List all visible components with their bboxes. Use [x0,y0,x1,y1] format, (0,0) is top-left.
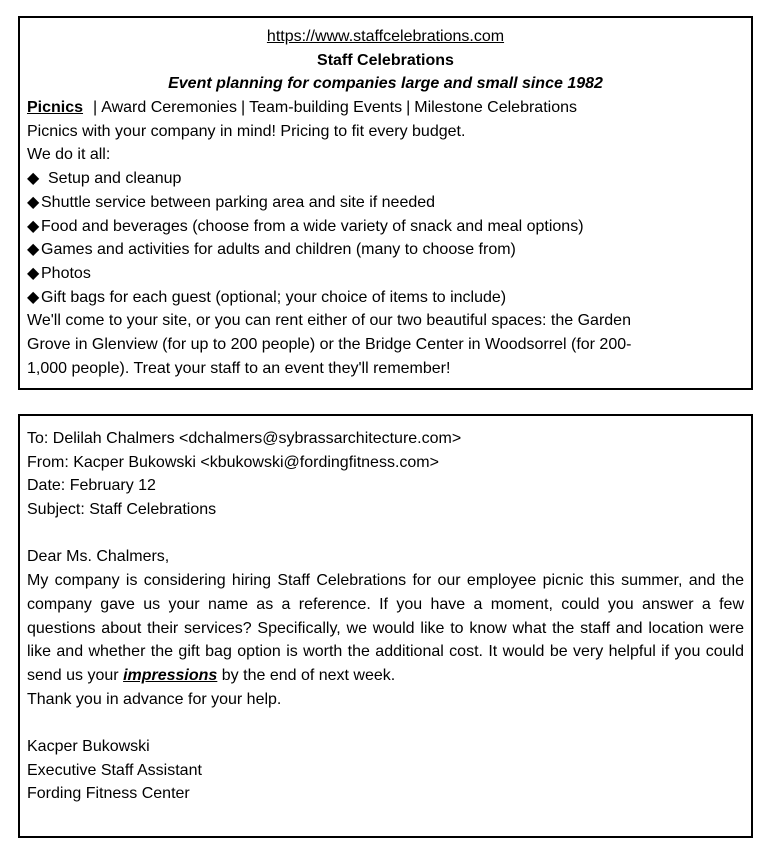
webpage-panel [18,16,753,390]
nav-tab-milestone-celebrations[interactable]: Milestone Celebrations [414,99,577,117]
website-url-line [27,25,744,49]
signature-company: Fording Fitness Center [27,785,190,803]
email-body [27,569,744,688]
diamond-bullet-icon: ◆ [27,217,40,235]
website-closing-line: 1,000 people). Treat your staff to an event they'll remember! [27,359,451,377]
website-closing-line: Grove in Glenview (for up to 200 people) or the Bridge Center in Woodsorrel (for 200- [27,335,632,353]
nav-tab-team-building-events[interactable]: Team-building Events [249,99,403,117]
service-item [27,167,744,191]
service-item-label: Setup and cleanup [48,170,182,188]
website-nav [27,96,744,120]
website-tagline: Event planning for companies large and small since 1982 [168,75,603,93]
email-thanks: Thank you in advance for your help. [27,690,282,708]
blank-line [27,711,744,735]
service-item [27,262,744,286]
website-url-link[interactable]: https://www.staffcelebrations.com [266,28,505,45]
nav-tab-award-ceremonies[interactable]: Award Ceremonies [101,99,237,117]
website-intro: Picnics with your company in mind! Pricing to fit every budget. [27,122,466,140]
blank-line [27,522,744,546]
nav-separator: | [93,99,98,117]
website-name: Staff Celebrations [317,51,454,69]
email-date: Date: February 12 [27,477,156,495]
service-item-label: Food and beverages (choose from a wide variety of snack and meal options) [41,217,584,235]
service-item-label: Games and activities for adults and children (many to choose from) [41,241,516,259]
email-from: From: Kacper Bukowski <kbukowski@fordingfitness.com> [27,453,439,471]
diamond-bullet-icon: ◆ [27,241,40,259]
website-closing-line: We'll come to your site, or you can rent either of our two beautiful spaces: the Garden [27,312,631,330]
diamond-bullet-icon: ◆ [27,170,40,188]
diamond-bullet-icon: ◆ [27,193,40,211]
service-item [27,191,744,215]
signature-name: Kacper Bukowski [27,738,150,756]
emphasized-word: impressions [123,666,218,684]
email-subject: Subject: Staff Celebrations [27,501,217,519]
service-item [27,286,744,310]
signature-title: Executive Staff Assistant [27,761,202,779]
website-lead: We do it all: [27,146,111,164]
nav-separator: | [406,99,411,117]
nav-separator: | [240,99,246,117]
service-item-label: Photos [41,264,91,282]
email-body-text-end: by the end of next week. [221,666,396,684]
email-to: To: Delilah Chalmers <dchalmers@sybrassarchitecture.com> [27,430,462,447]
nav-tab-picnics[interactable]: Picnics [27,99,84,117]
email-panel [18,414,753,838]
diamond-bullet-icon: ◆ [27,264,40,282]
email-body-text: My company is considering hiring Staff Celebrations for our employee picnic this summer, and the company gave us your name as a reference. If you have a moment, could you answer a few questions about their services? Specifically, we would like to know what the staff and location were like and whether the gift bag option is worth the additional cost. It would be very helpful if you could send us your [27,572,744,684]
service-item-label: Gift bags for each guest (optional; your choice of items to include) [41,288,507,306]
service-item [27,238,744,262]
diamond-bullet-icon: ◆ [27,288,40,306]
email-greeting: Dear Ms. Chalmers, [27,548,170,566]
service-item-label: Shuttle service between parking area and site if needed [41,193,436,211]
service-item [27,215,744,239]
